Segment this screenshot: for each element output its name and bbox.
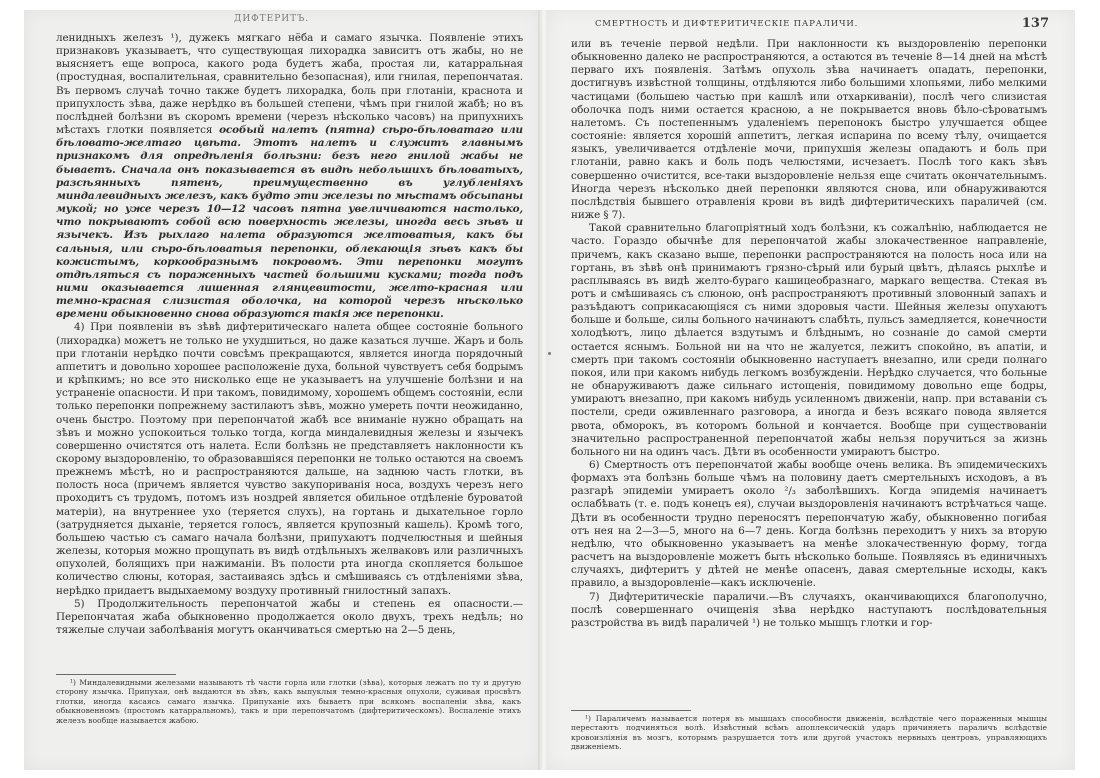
left-footnote-rule: [56, 674, 176, 675]
scan-speck: [548, 352, 551, 355]
left-paragraph-3: 4) При появленіи въ зѣвѣ дифтеритическаго налета общее состояніе больного (лихорадка) можетъ не только не ухудшиться, но даже казаться лучше. Жаръ и боль при глотаніи нерѣдко почти совсѣмъ прекращаются, является иногда порядочный аппетитъ и довольно хорошее расположеніе духа, больной чувствуетъ себя бодрымъ и крѣпкимъ; но все это нисколько еще не указываетъ на улучшеніе болѣзни и на устраненіе опасности. И при такомъ, повидимому, хорошемъ общемъ состояніи, если только перепонки попрежнему застилаютъ зѣвъ, можно умереть почти неожиданно, очень быстро. Поэтому при перепончатой жабѣ все вниманіе нужно обращать на зѣвъ и можно успокоиться только тогда, когда миндалевидныя железы и язычекъ совершенно очистятся отъ налета. Если болѣзнь не представляетъ наклонности къ скорому выздоровленію, то образовавшіяся перепонки не только остаются на своемъ прежнемъ мѣстѣ, но и распространяются дальше, на заднюю часть глотки, въ полость носа (причемъ является чувство закупориванія носа, воздухъ черезъ него проходитъ съ трудомъ, потомъ изъ ноздрей является обильное отдѣленіе буроватой матеріи), на внутреннее ухо (теряется слухъ), на гортань и дыхательное горло (затрудняется дыханіе, теряется голосъ, является крупозный кашель). Кромѣ того, большею частью съ самаго начала болѣзни, припухаютъ подчелюстныя и шейныя железы, которыя можно прощупать въ видѣ отдѣльныхъ желваковъ или различныхъ опухолей, болящихъ при нажиманіи. Въ полости рта иногда скопляется большое количество слюны, которая, застаиваясь здѣсь и смѣшиваясь съ отдѣленіями зѣва, нерѣдко придаетъ выдыхаемому воздуху противный гнилостный запахъ.: [56, 321, 523, 597]
right-paragraph-1: или въ теченіе первой недѣли. При наклонности къ выздоровленію перепонки обыкновенно далеко не распространяются, а остаются въ теченіе 8—14 дней на мѣстѣ перваго ихъ появленія. Затѣмъ опухоль зѣва начинаетъ опадать, перепонки, достигнувъ извѣстной толщины, отдѣляются либо большими хлопьями, либо мелкими частицами (большею частью при кашлѣ или отхаркиваніи), послѣ чего слизистая оболочка подъ ними остается красною, а не покрывается вновь бѣло-сѣроватымъ налетомъ. Съ постепеннымъ удаленіемъ перепонокъ быстро улучшается общее состояніе: является хорошій аппетитъ, легкая испарина по всему тѣлу, очищается языкъ, увеличивается отдѣленіе мочи, припухшія железы опадаютъ и боль при глотаніи, равно какъ и боль подъ челюстями, исчезаетъ. Послѣ того какъ зѣвъ совершенно очистится, все-таки выздоровленіе нельзя еще считать окончательнымъ. Иногда черезъ нѣсколько дней перепонки являются снова, или обнаруживаются послѣдствія бывшего отравленія крови въ видѣ дифтеритическихъ параличей (см. ниже § 7).: [571, 38, 1047, 222]
left-paragraph-4: 5) Продолжительность перепончатой жабы и степень ея опасности.— Перепончатая жаба обыкновенно продолжается около двухъ, трехъ недѣль; но тяжелые случаи заболѣванія могутъ оканчиваться смертью на 2—5 день,: [56, 597, 523, 637]
left-paragraph-1: [56, 32, 523, 321]
left-footnote-text: ¹) Миндалевидными железами называютъ тѣ части горла или глотки (зѣва), которыя лежатъ по ту и другую сторону язычка. Припухая, онѣ выдаются въ зѣвъ, какъ выпуклыя темно-красныя опухоли, суживая просвѣтъ глотки, иногда касаясь самаго язычка. Припуханіе ихъ бываетъ при всякомъ воспаленіи зѣва, какъ обыкновенномъ (простомъ катарральномъ), такъ и при перепончатомъ (дифтеритическомъ). Воспаленіе этихъ железъ вообще называется жабою.: [56, 678, 521, 725]
left-paragraph-1-text: ленидныхъ железъ ¹), дужекъ мягкаго нёба и самаго язычка. Появленіе этихъ признаковъ указываетъ, что существующая лихорадка зависитъ отъ жабы, но не выясняетъ еще вопроса, какого рода будетъ жаба, простая ли, катарральная (простудная, воспалительная, сравнительно безопасная), или гнилая, перепончатая. Въ первомъ случаѣ точно также будетъ лихорадка, боль при глотаніи, краснота и припухлость зѣва, даже нерѣдко въ большей степени, чѣмъ при гнилой жабѣ; но въ послѣдней болѣзни въ скоромъ времени (черезъ нѣсколько часовъ) на припухнихъ мѣстахъ глотки появляется: [56, 32, 523, 137]
left-running-head: [24, 10, 541, 30]
left-running-head-title: ДИФТЕРИТЪ.: [234, 14, 310, 24]
left-page: [24, 10, 541, 770]
page-number: 137: [1021, 16, 1049, 31]
right-body-text: [571, 38, 1047, 630]
right-page: [547, 10, 1075, 770]
right-footnote: [571, 714, 1047, 752]
right-paragraph-4: 7) Дифтеритическіе параличи.—Въ случаяхъ, оканчивающихся благополучно, послѣ совершеннаго очищенія зѣва нерѣдко наступаютъ послѣдовательныя разстройства въ видѣ параличей ¹) не только мышцъ глотки и гор-: [571, 590, 1047, 629]
left-paragraph-2-text: особый налетъ (пятна) сѣро-бѣловатаго или бѣловато-желтаго цвѣта. Этотъ налетъ и служитъ главнымъ признакомъ для опредѣленія болѣзни: безъ него гнилой жабы не бываетъ. Сначала онъ показывается въ видѣ небольшихъ бѣловатыхъ, разсѣянныхъ пятенъ, преимущественно въ углубленіяхъ миндалевидныхъ железъ, какъ будто эти железы по мѣстамъ обсыпаны мукой; но уже черезъ 10—12 часовъ пятна увеличиваются настолько, что покрываютъ собой всю поверхность железы, иногда весь зѣвъ и язычекъ. Изъ рыхлаго налета образуются желтоватыя, какъ бы сальныя, или сѣро-бѣловатыя перепонки, облекающія зѣвъ какъ бы кожистымъ, коркообразнымъ покровомъ. Эти перепонки могутъ отдѣляться съ пораженныхъ частей большими кусками; тогда подъ ними оказывается лишенная глянцевитости, желто-красная или темно-красная слизистая оболочка, на которой черезъ нѣсколько времени обыкновенно снова образуются такія же перепонки.: [56, 124, 523, 321]
right-footnote-rule: [571, 710, 691, 711]
right-footnote-text: ¹) Параличемъ называется потеря въ мышцахъ способности движенія, вслѣдствіе чего пораженныя мышцы перестаютъ подчиняться волѣ. Извѣстный всѣмъ апоплексическій ударъ причиняетъ параличъ вслѣдствіе кровоизліянія въ мозгъ, которымъ разрушается тотъ или другой участокъ нервныхъ центровъ, управляющихъ движеніемъ.: [571, 714, 1047, 752]
right-running-head-title: СМЕРТНОСТЬ И ДИФТЕРИТИЧЕСКІЕ ПАРАЛИЧИ.: [595, 19, 859, 29]
left-body-text: [56, 32, 523, 637]
right-paragraph-3: 6) Смертность отъ перепончатой жабы вообще очень велика. Въ эпидемическихъ формахъ эта болѣзнь больше чѣмъ на половину даетъ смертельныхъ исходовъ, а въ разгарѣ эпидеміи умираетъ около ²/₃ заболѣвшихъ. Когда эпидемія начинаетъ ослабѣвать (т. е. подъ конецъ ея), случаи выздоровленія начинаютъ встрѣчаться чаще. Дѣти въ особенности трудно переносятъ перепончатую жабу, обыкновенно погибая отъ нея на 2—3—5, много на 6—7 день. Когда болѣзнь переходитъ у нихъ за вторую недѣлю, что обыкновенно указываетъ на менѣе злокачественную форму, тогда расчетъ на выздоровленіе можетъ быть нѣсколько больше. Появляясь въ единичныхъ случаяхъ, дифтеритъ у дѣтей не менѣе опасенъ, давая смертельные исходы, какъ правило, а выздоровленіе—какъ исключеніе.: [571, 459, 1047, 590]
left-footnote: [56, 678, 521, 725]
right-running-head: [547, 10, 1075, 30]
right-paragraph-2: Такой сравнительно благопріятный ходъ болѣзни, къ сожалѣнію, наблюдается не часто. Гораздо обычнѣе для перепончатой жабы злокачественное направленіе, причемъ, какъ сказано выше, перепонки распространяются на полость носа или на гортань, въ зѣвѣ онѣ принимаютъ грязно-сѣрый или бурый цвѣтъ, дѣлаясь рыхлѣе и расплываясь въ видѣ желто-бураго кашицеобразнаго, маркаго вещества. Стекая въ ротъ и смѣшиваясь съ слюною, онѣ распространяютъ противный зловонный запахъ и разъѣдаютъ соприкасающіяся съ ними здоровыя части. Шейныя железы опухаютъ больше и больше, силы больного начинаютъ слабѣть, пульсъ замедляется, конечности холодѣютъ, лицо дѣлается вздутымъ и блѣднымъ, но сознаніе до самой смерти остается яснымъ. Больной ни на что не жалуется, лежитъ спокойно, въ апатіи, и смерть при такомъ состояніи обыкновенно наступаетъ внезапно, или среди полнаго покоя, или при какомъ нибудь легкомъ возбужденіи. Нерѣдко случается, что больные не обнаруживаютъ даже сильнаго истощенія, повидимому довольно еще бодры, умираютъ внезапно, при какомъ нибудь усиленномъ движеніи, напр. при вставаніи съ постели, среди оживленнаго разговора, а иногда и безъ всякаго повода является рвота, обморокъ, въ которомъ больной и кончается. Вообще при существованіи значительно распространенной перепончатой жабы нельзя поручиться за жизнь больного ни на одинъ часъ. Дѣти въ особенности умираютъ быстро.: [571, 222, 1047, 458]
